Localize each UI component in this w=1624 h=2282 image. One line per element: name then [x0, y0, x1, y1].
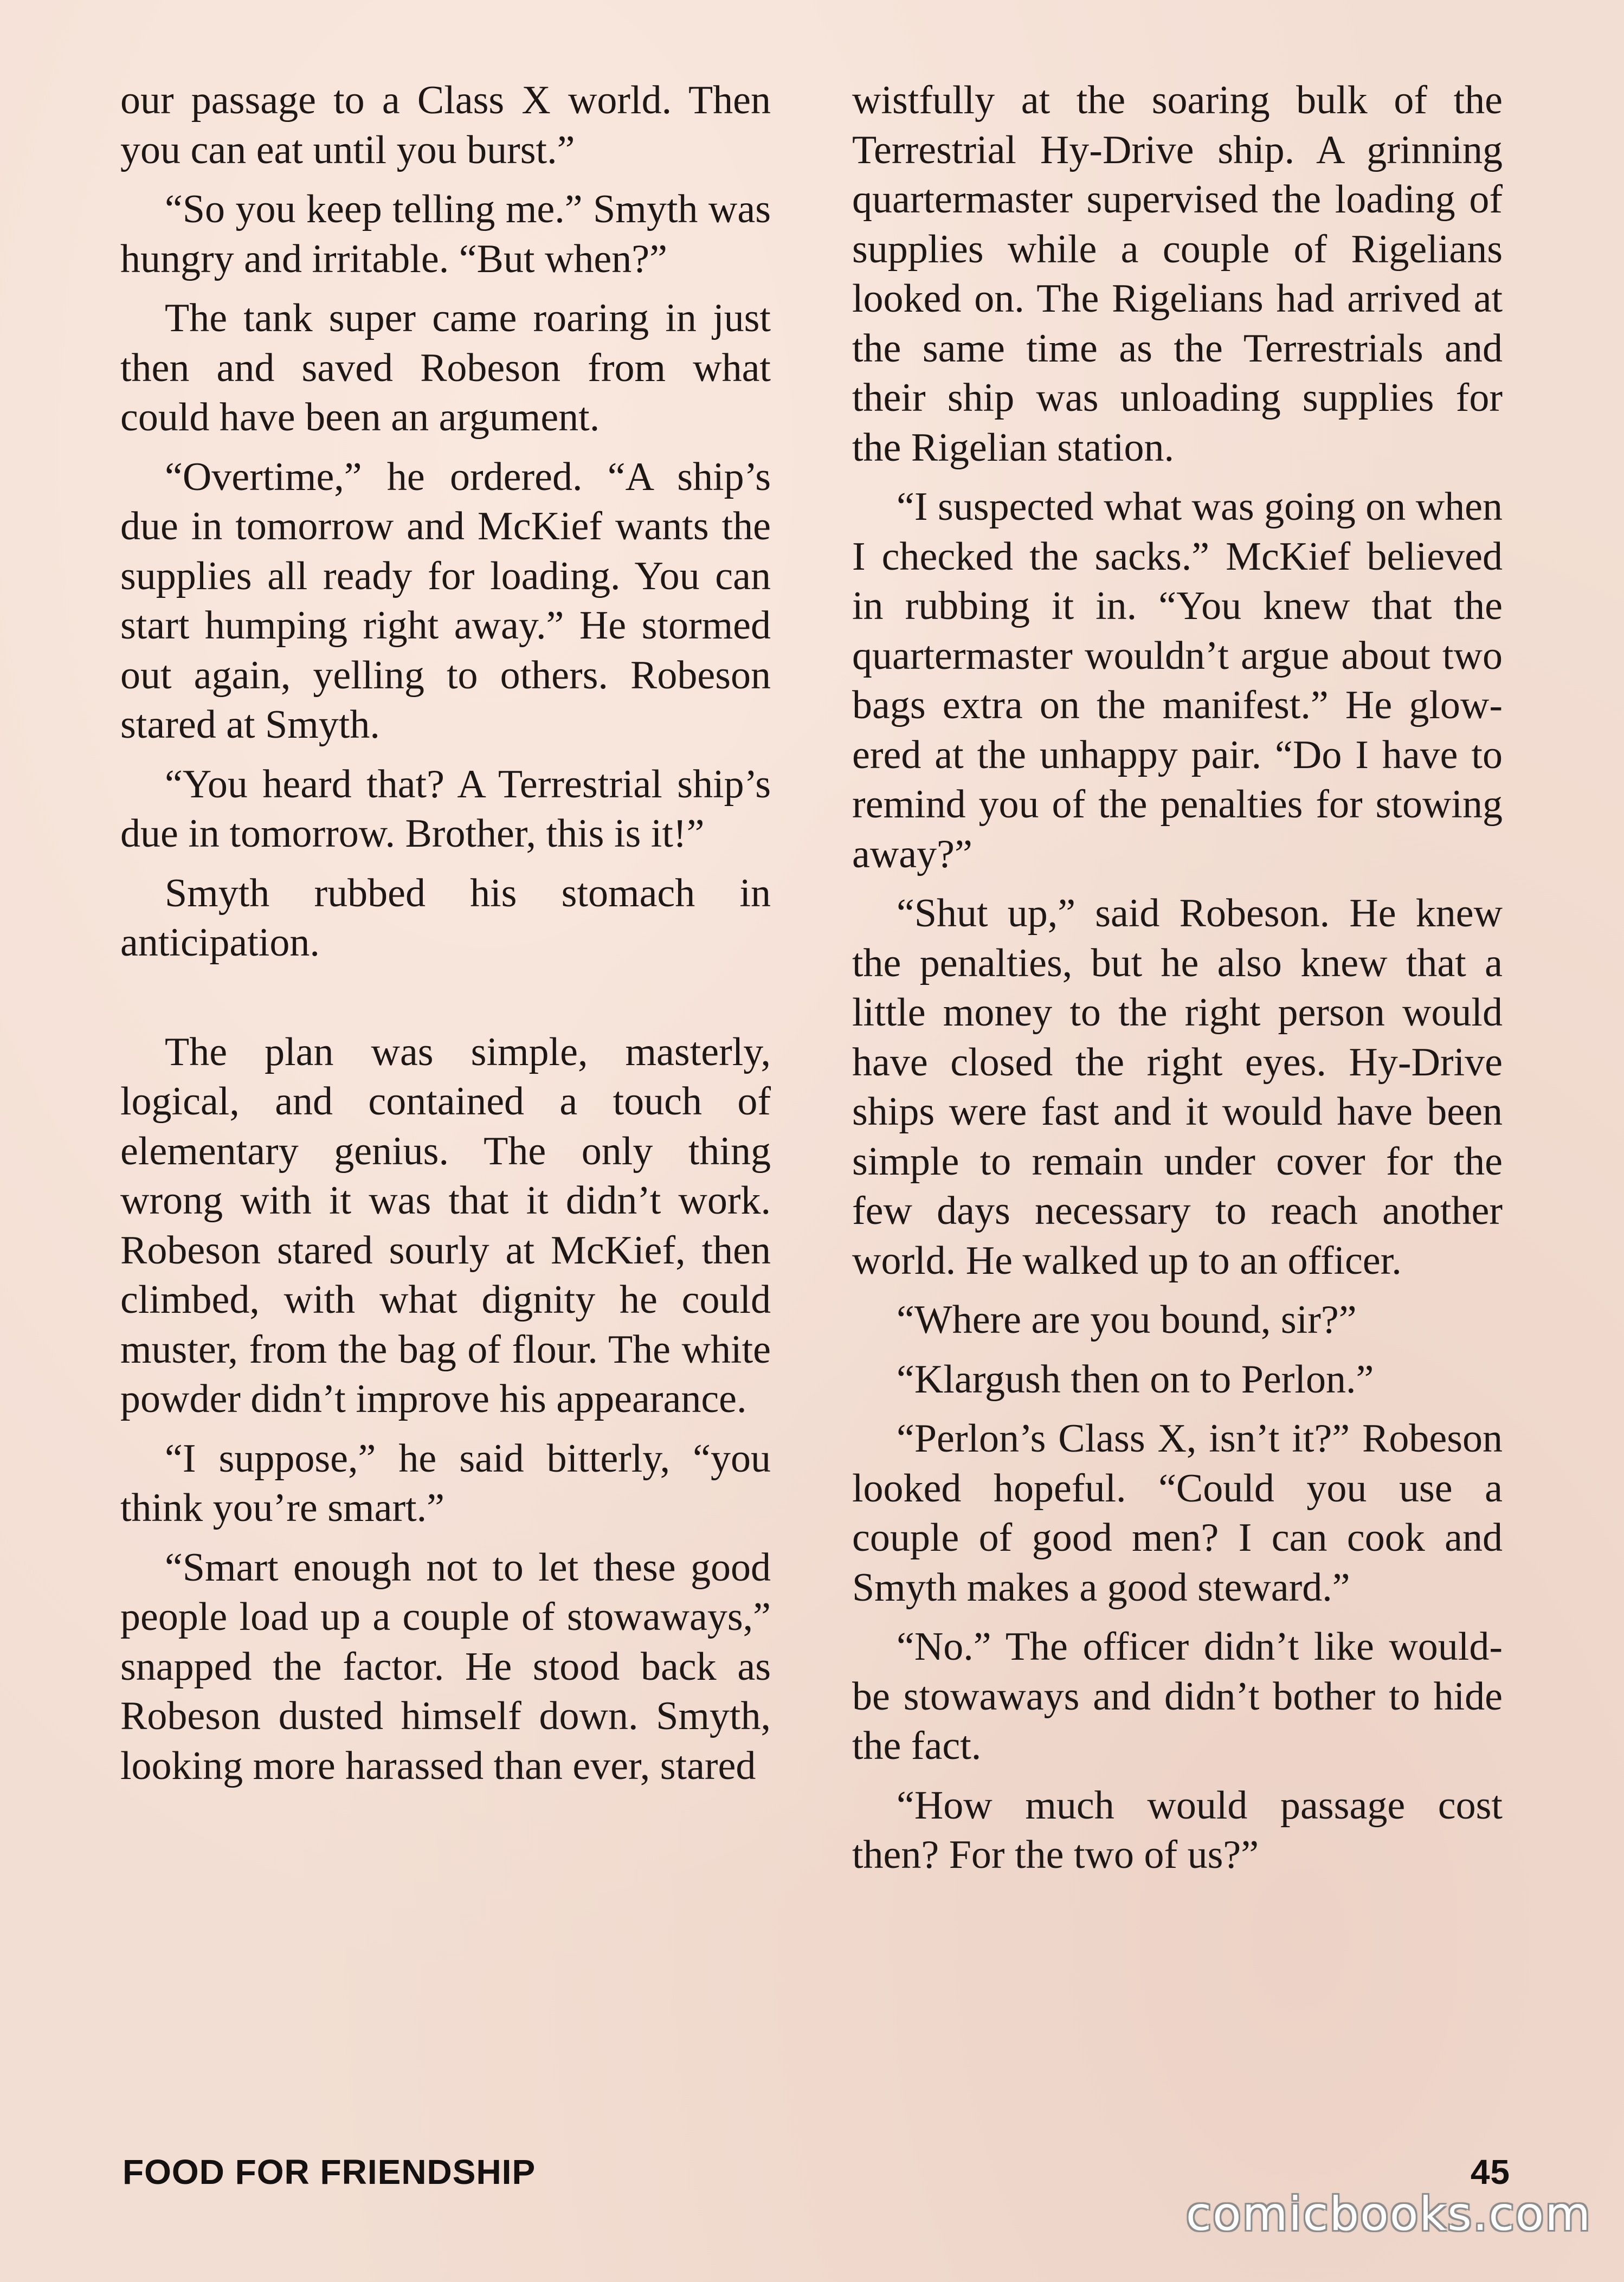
- text-column-left: [120, 76, 771, 1801]
- paragraph: “No.” The officer didn’t like would-be stowaways and didn’t bother to hide the fact.: [852, 1625, 1503, 1768]
- paragraph: “Shut up,” said Robeson. He knew the penalties, but he also knew that a little money to the right person would have closed the right eyes. Hy-Drive ships were fast and it would have been simple to remain under cover for the few days necessary to reach another world. He walked up to an officer.: [852, 891, 1503, 1283]
- page-number: 45: [1470, 2152, 1510, 2191]
- paragraph: our passage to a Class X world. Then you can eat until you burst.”: [120, 78, 771, 172]
- paragraph: The plan was simple, masterly, logical, and contained a touch of elementary genius. The only thing wrong with it was that it didn’t work. Robeson stared sourly at McKief, then climbed, with what dignity he could muster, from the bag of flour. The white powder didn’t improve his appearance.: [120, 1029, 771, 1421]
- paragraph: The tank super came roaring in just then and saved Robeson from what could have been an argument.: [120, 296, 771, 440]
- paragraph: “I suppose,” he said bitterly, “you think you’re smart.”: [120, 1436, 771, 1530]
- paragraph: “So you keep telling me.” Smyth was hungry and irritable. “But when?”: [120, 187, 771, 281]
- paragraph: “How much would passage cost then? For the two of us?”: [852, 1783, 1503, 1877]
- paragraph: “You heard that? A Terrestrial ship’s due in tomorrow. Brother, this is it!”: [120, 762, 771, 856]
- paragraph: “Klargush then on to Perlon.”: [897, 1357, 1374, 1402]
- running-title: FOOD FOR FRIENDSHIP: [123, 2152, 536, 2191]
- paragraph: “Overtime,” he ordered. “A ship’s due in tomorrow and McKief wants the supplies all ready for loading. You can start humping right away.” He stormed out again, yelling to others. Robeson stared at Smyth.: [120, 454, 771, 747]
- paragraph: “Perlon’s Class X, isn’t it?” Robeson looked hopeful. “Could you use a couple of good men? I can cook and Smyth makes a good steward.”: [852, 1416, 1503, 1610]
- paragraph: “Smart enough not to let these good people load up a couple of stowaways,” snapped the factor. He stood back as Robeson dusted himself down. Smyth, looking more harassed than ever, stared: [120, 1545, 771, 1788]
- site-watermark: comicbooks.com: [1185, 2187, 1591, 2241]
- paragraph: wistfully at the soaring bulk of the Terrestrial Hy-Drive ship. A grinning quartermaster supervised the loading of supplies while a couple of Rigelians looked on. The Rigelians had arrived at the same time as the Terrestrials and their ship was unloading supplies for the Rigelian station.: [852, 78, 1503, 470]
- paragraph: “I suspected what was going on when I checked the sacks.” McKief believed in rubbing it in. “You knew that the quartermaster wouldn’t argue about two bags extra on the manifest.” He glowered at the unhappy pair. “Do I have to remind you of the penalties for stowing away?”: [852, 485, 1503, 876]
- paragraph: Smyth rubbed his stomach in anticipation.: [120, 871, 771, 965]
- text-column-right: [852, 76, 1503, 1890]
- paragraph: “Where are you bound, sir?”: [897, 1298, 1357, 1342]
